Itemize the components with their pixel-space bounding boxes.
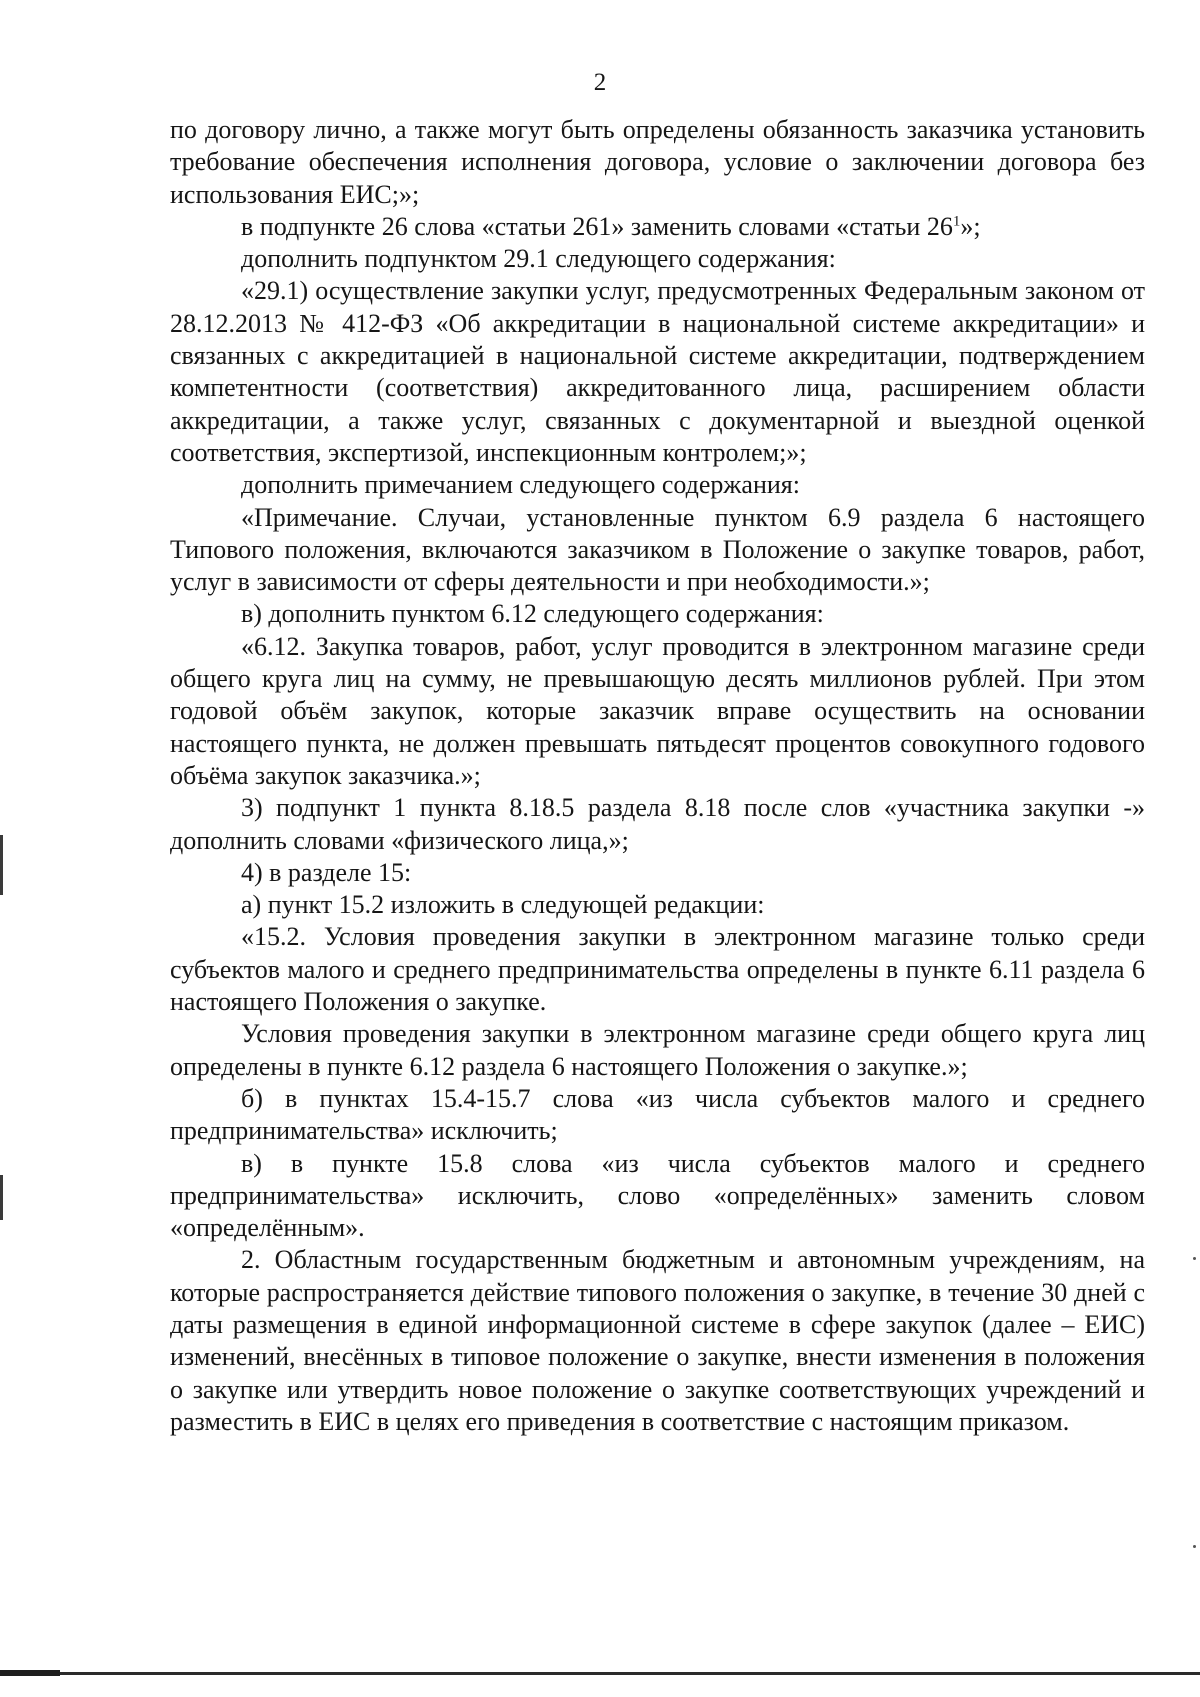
scan-margin-mark <box>0 835 3 895</box>
paragraph-item-4a: а) пункт 15.2 изложить в следующей редакции: <box>241 890 765 920</box>
paragraph-clause-15-2-cont: Условия проведения закупки в электронном магазине среди общего круга лиц определены в пункте 6.12 раздела 6 настоящего Положения о закупке.»; <box>170 1019 1145 1081</box>
scan-margin-mark <box>0 1175 3 1220</box>
paragraph-clause-29-1: «29.1) осуществление закупки услуг, предусмотренных Федеральным законом от 28.12.2013 № 412-ФЗ «Об аккредитации в национальной системе аккредитации» и связанных с аккредитацией в национальной системе аккредитации, подтверждением компетентности (соответствия) аккредитованного лица, расширением области аккредитации, а также услуг, связанных с документарной и выездной оценкой соответствия, экспертизой, инспекционным контролем;»; <box>170 276 1145 467</box>
paragraph-text: »; <box>960 211 981 241</box>
document-body <box>170 114 1145 1438</box>
paragraph-item-4b: б) в пунктах 15.4-15.7 слова «из числа субъектов малого и среднего предпринимательства» исключить; <box>170 1083 1145 1146</box>
scan-speck <box>1193 1257 1196 1260</box>
paragraph-clause-6-12: «6.12. Закупка товаров, работ, услуг проводится в электронном магазине среди общего круга лиц на сумму, не превышающую десять миллионов рублей. При этом годовой объём закупок, которые заказчик вправе осуществить на основании настоящего пункта, не должен превышать пятьдесят процентов совокупного годового объёма закупок заказчика.»; <box>170 631 1145 790</box>
paragraph-note: «Примечание. Случаи, установленные пунктом 6.9 раздела 6 настоящего Типового положения, включаются заказчиком в Положение о закупке товаров, работ, услуг в зависимости от сферы деятельности и при необходимости.»; <box>170 502 1145 597</box>
paragraph-item-4: 4) в разделе 15: <box>241 857 412 887</box>
paragraph-add-note: дополнить примечанием следующего содержания: <box>241 470 800 500</box>
paragraph-add-29-1: дополнить подпунктом 29.1 следующего содержания: <box>241 244 836 274</box>
page-number: 2 <box>593 69 607 96</box>
paragraph-item-4v: в) в пункте 15.8 слова «из числа субъектов малого и среднего предпринимательства» исключить, слово «определённых» заменить словом «определённым». <box>170 1148 1145 1243</box>
paragraph-subclause-26 <box>170 211 1145 243</box>
scan-bottom-edge <box>0 1670 60 1676</box>
scan-bottom-line <box>0 1672 1200 1675</box>
paragraph-continuation: по договору лично, а также могут быть определены обязанность заказчика установить требование обеспечения исполнения договора, условие о заключении договора без использования ЕИС;»; <box>170 115 1145 209</box>
scan-speck <box>1193 1545 1196 1548</box>
paragraph-text: в подпункте 26 слова «статьи 261» заменить словами «статьи 26 <box>241 211 953 241</box>
paragraph-item-3: 3) подпункт 1 пункта 8.18.5 раздела 8.18 после слов «участника закупки -» дополнить словами «физического лица,»; <box>170 793 1145 855</box>
paragraph-section-2: 2. Областным государственным бюджетным и автономным учреждениям, на которые распространяется действие типового положения о закупке, в течение 30 дней с даты размещения в единой информационной системе в сфере закупок (далее – ЕИС) изменений, внесённых в типовое положение о закупке, внести изменения в положения о закупке или утвердить новое положение о закупке соответствующих учреждений и разместить в ЕИС в целях его приведения в соответствие с настоящим приказом. <box>170 1245 1145 1436</box>
paragraph-add-6-12: в) дополнить пунктом 6.12 следующего содержания: <box>241 599 824 629</box>
paragraph-clause-15-2: «15.2. Условия проведения закупки в электронном магазине только среди субъектов малого и среднего предпринимательства определены в пункте 6.11 раздела 6 настоящего Положения о закупке. <box>170 922 1145 1017</box>
superscript: 1 <box>952 213 961 230</box>
